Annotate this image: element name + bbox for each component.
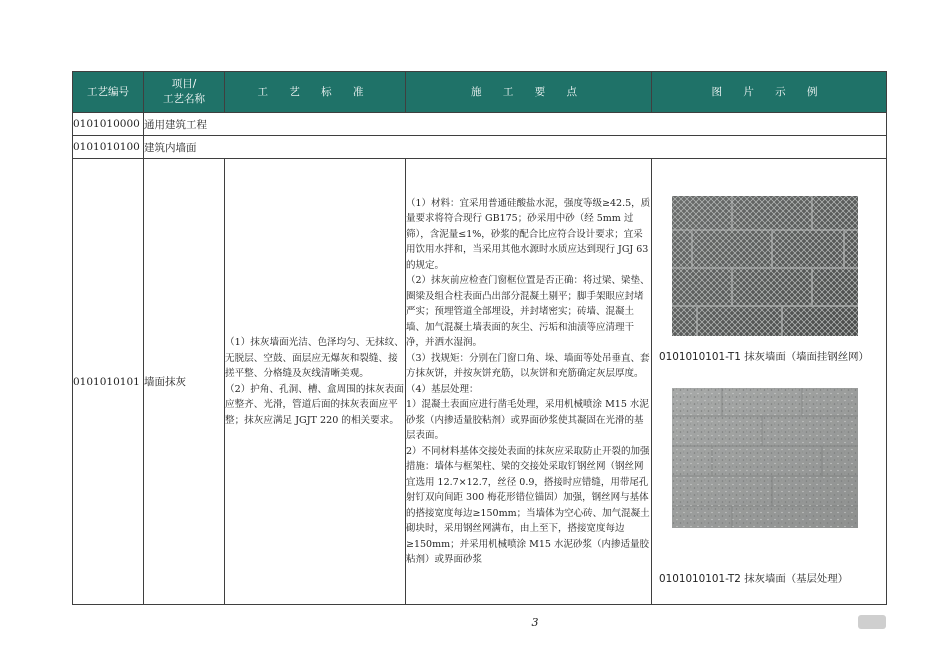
point-item-4: （4）基层处理：	[406, 383, 479, 395]
standard-item-2: （2）护角、孔洞、槽、盒周围的抹灰表面应整齐、光滑，管道后面的抹灰表面应平整；抹灰应满足 JGJT 220 的相关要求。	[225, 383, 404, 426]
row-plaster-code: 0101010101	[73, 159, 144, 605]
header-item-line2: 工艺名称	[163, 93, 205, 105]
image-caption-text-1: 抹灰墙面（墙面挂钢丝网）	[744, 351, 869, 363]
table-row-wall	[73, 136, 887, 159]
image-caption-1	[659, 348, 887, 363]
header-points: 施 工 要 点	[406, 72, 652, 113]
point-item-3: （3）找规矩：分别在门窗口角、垛、墙面等处吊垂直、套方抹灰饼，并按灰饼充筋，以灰饼和充筋确定灰层厚度。	[406, 352, 650, 379]
row-general-name: 通用建筑工程	[144, 113, 887, 136]
row-plaster-name: 墙面抹灰	[144, 159, 225, 605]
row-wall-code: 0101010100	[73, 136, 144, 159]
page-corner-tab	[858, 615, 886, 629]
point-item-6: 2）不同材料基体交接处表面的抹灰应采取防止开裂的加强措施：墙体与框架柱、梁的交接处采取钉钢丝网（钢丝网宜选用 12.7×12.7，丝径 0.9，搭接时应错缝，用带尾孔射钉双向间距 300 梅花形错位锚固）加强，钢丝网与基体的搭接宽度每边≥150mm；当墙体为空心砖、加气混凝土砌块时，采用钢丝网满布，由上至下，搭接宽度每边≥150mm；并采用机械喷涂 M15 水泥砂浆（内掺适量胶粘剂）或界面砂浆	[406, 445, 650, 565]
base-treatment-wall-photo	[672, 388, 858, 528]
row-plaster-points	[406, 159, 652, 605]
row-plaster-standard	[225, 159, 406, 605]
image-example-1	[652, 196, 887, 363]
header-images: 图 片 示 例	[652, 72, 887, 113]
image-code-1: 0101010101-T1	[659, 351, 741, 363]
process-table	[72, 71, 887, 605]
header-row	[73, 72, 887, 113]
header-item	[144, 72, 225, 113]
point-item-1: （1）材料：宜采用普通硅酸盐水泥，强度等级≥42.5，质量要求将符合现行 GB175；砂采用中砂（经 5mm 过筛），含泥量≤1%，砂浆的配合比应符合设计要求；宜采用饮用水拌和，当采用其他水源时水质应达到现行 JGJ 63 的规定。	[406, 197, 651, 271]
page-number: 3	[531, 616, 539, 629]
image-code-2: 0101010101-T2	[659, 573, 741, 585]
point-item-2: （2）抹灰前应检查门窗框位置是否正确：将过梁、梁垫、圈梁及组合柱表面凸出部分混凝土剔平；脚手架眼应封堵严实；预埋管道全部埋设，并封堵密实；砖墙、混凝土墙、加气混凝土墙表面的灰尘、污垢和油渍等应清理干净，并洒水湿润。	[406, 275, 650, 348]
image-caption-text-2: 抹灰墙面（基层处理）	[744, 573, 849, 585]
image-caption-2	[659, 570, 887, 585]
row-wall-name: 建筑内墙面	[144, 136, 887, 159]
row-plaster-images	[652, 159, 887, 605]
table-row-plaster	[73, 159, 887, 605]
standard-item-1: （1）抹灰墙面光洁、色泽均匀、无抹纹、无脱层、空鼓、面层应无爆灰和裂缝、接搓平整、分格缝及灰线清晰美观。	[225, 337, 404, 379]
header-standard: 工 艺 标 准	[225, 72, 406, 113]
point-item-5: 1）混凝土表面应进行凿毛处理，采用机械喷涂 M15 水泥砂浆（内掺适量胶粘剂）或界面砂浆使其凝固在光滑的基层表面。	[406, 399, 649, 441]
header-item-line1: 项目/	[171, 78, 197, 90]
wire-mesh-wall-photo	[672, 196, 858, 336]
row-general-code: 0101010000	[73, 113, 144, 136]
table-row-general	[73, 113, 887, 136]
image-example-2	[652, 388, 887, 585]
header-code: 工艺编号	[73, 72, 144, 113]
